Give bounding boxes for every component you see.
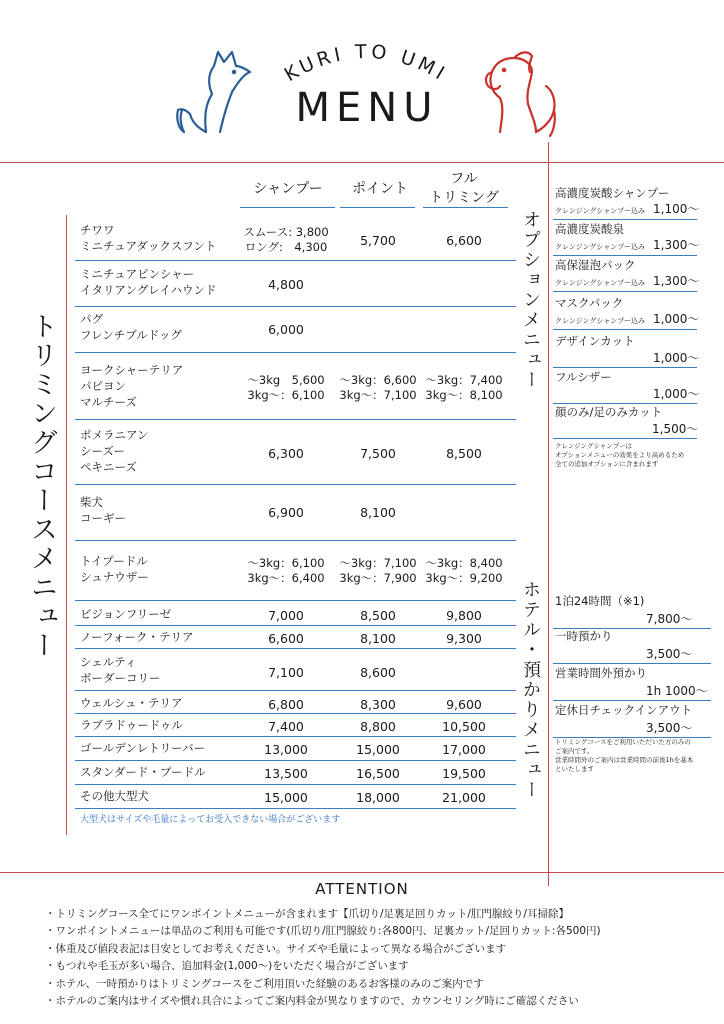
option-prefix: クレンジングシャンプー込み [555,317,645,325]
hotel-item-price: 7,800～ [646,612,693,626]
row-divider [75,540,516,541]
row-divider [75,760,516,761]
price-cell-full: 6,600 [446,232,482,248]
hotel-divider [553,663,711,664]
attention-line: ・ワンポイントメニューは単品のご利用も可能です(爪切り/肛門腺絞り:各800円、足裏カット/足回りカット:各500円) [45,925,601,938]
option-prefix: クレンジングシャンプー込み [555,279,645,287]
option-price: 1,000～ [653,351,700,365]
price-cell-point: ～3kg：6,600 3kg～：7,100 [339,373,417,402]
breed-cell: シェルティ ボーダーコリー [80,655,161,685]
attention-line: ・ホテル、一時預かりはトリミングコースをご利用頂いた経験のあるお客様のみのご案内です [45,977,484,990]
breed-cell: ヨークシャーテリア パピヨン マルチーズ [80,363,184,409]
price-cell-full: 17,000 [442,741,486,757]
hotel-item-name: 一時預かり [555,629,613,643]
price-cell-point: 8,300 [360,696,396,712]
price-cell-point: 8,100 [360,630,396,646]
row-divider [75,352,516,353]
option-price: 1,500～ [652,422,699,436]
row-divider [75,736,516,737]
breed-cell: ノーフォーク・テリア [80,630,194,644]
price-cell-shampoo: 7,400 [268,718,304,734]
blue-dog-illustration [168,44,258,136]
breed-cell: 柴犬 コーギー [80,495,126,525]
attention-line: ・もつれや毛玉が多い場合、追加料金(1,000～)をいただく場合がございます [45,960,409,973]
breed-cell: ラブラドゥードゥル [80,718,183,732]
option-divider [553,255,697,256]
price-cell-point: ～3kg：7,100 3kg～：7,900 [339,556,417,585]
price-cell-shampoo: 6,000 [268,321,304,337]
price-cell-shampoo: 7,100 [268,664,304,680]
hotel-note: トリミングコースをご利用いただいた方のみの ご案内です。 営業時間外のご案内は営業時間の前後1hを基本 といたします [555,738,694,773]
options-title: オプションメニュー [520,210,541,390]
option-prefix: クレンジングシャンプー込み [555,243,645,251]
option-divider [553,329,697,330]
price-cell-full: 8,500 [446,445,482,461]
price-cell-point: 8,800 [360,718,396,734]
price-cell-shampoo: ～3kg：6,100 3kg～：6,400 [247,556,325,585]
row-divider [75,484,516,485]
price-cell-point: 7,500 [360,445,396,461]
row-divider [75,419,516,420]
option-name: デザインカット [555,334,635,348]
breed-cell: ビジョンフリーゼ [80,607,172,621]
hotel-item-name: 1泊24時間（※1) [555,594,645,608]
bottom-rule [0,872,724,873]
price-cell-point: 8,100 [360,504,396,520]
row-divider [75,260,516,261]
attention-line: ・体重及び値段表記は目安としてお考えください。サイズや毛量によって異なる場合がございます [45,942,507,955]
price-cell-shampoo: 13,500 [264,765,308,781]
col-header-point: ポイント [352,181,408,197]
breed-cell: チワワ ミニチュアダックスフント [80,223,217,253]
price-cell-shampoo: 15,000 [264,789,308,805]
top-rule-left [0,162,550,163]
option-divider [553,438,697,439]
price-cell-shampoo: スムース: 3,800 ロング: 4,300 [243,225,329,254]
option-divider [553,367,697,368]
option-name: 高濃度炭酸泉 [555,222,624,236]
header-underline-full [423,207,508,208]
trimming-side-rule [66,215,67,835]
price-cell-point: 8,500 [360,607,396,623]
option-name: 高濃度炭酸シャンプー [555,186,670,200]
options-note: クレンジングシャンプーは オプションメニューの効果をより高めるため 全ての追加オプションに含まれます [555,442,685,468]
menu-title: MENU [295,85,439,131]
row-divider [75,808,516,809]
price-cell-shampoo: 6,800 [268,696,304,712]
option-name: マスクパック [555,296,624,310]
price-cell-full: 21,000 [442,789,486,805]
breed-cell: ウェルシュ・テリア [80,696,183,710]
breed-cell: ゴールデンレトリーバー [80,741,206,755]
option-price: 1,100～ [653,202,700,216]
hotel-item-price: 1h 1000～ [646,684,708,698]
price-cell-shampoo: 13,000 [264,741,308,757]
price-cell-shampoo: 4,800 [268,276,304,292]
price-cell-point: 18,000 [356,789,400,805]
hotel-title: ホテル・預かりメニュー [520,580,541,800]
hotel-item-name: 営業時間外預かり [555,666,647,680]
price-cell-shampoo: 6,300 [268,445,304,461]
divider-vertical [548,142,549,886]
option-price: 1,000～ [653,312,700,326]
attention-line: ・ホテルのご案内はサイズや慣れ具合によってご案内料金が異なりますので、カウンセリング時にご確認ください [45,995,579,1007]
breed-cell: ミニチュアピンシャー イタリアングレイハウンド [80,267,217,297]
header-underline-shampoo [240,207,335,208]
hotel-item-price: 3,500～ [646,647,693,661]
price-cell-full: ～3kg：7,400 3kg～：8,100 [425,373,503,402]
red-dog-illustration [470,40,565,138]
option-price: 1,300～ [653,274,700,288]
trimming-title: トリミングコースメニュー [26,312,57,660]
option-divider [553,219,697,220]
price-cell-point: 15,000 [356,741,400,757]
hotel-divider [553,700,711,701]
price-cell-full: 9,600 [446,696,482,712]
trimming-footnote: 大型犬はサイズや毛量によってお受入できない場合がございます [80,815,341,825]
hotel-item-price: 3,500～ [646,721,693,735]
price-cell-shampoo: 6,600 [268,630,304,646]
row-divider [75,713,516,714]
price-cell-point: 8,600 [360,664,396,680]
option-price: 1,300～ [653,238,700,252]
row-divider [75,690,516,691]
option-name: 高保湿泡パック [555,258,636,272]
row-divider [75,784,516,785]
hotel-item-name: 定休日チェックインアウト [555,703,693,717]
price-cell-shampoo: ～3kg 5,600 3kg～：6,100 [247,373,325,402]
attention-line: ・トリミングコース全てにワンポイントメニューが含まれます【爪切り/足裏足回りカット/肛門腺絞り/耳掃除】 [45,908,569,920]
breed-cell: その他大型犬 [80,789,149,803]
col-header-shampoo: シャンプー [253,181,323,197]
row-divider [75,648,516,649]
price-cell-full: 10,500 [442,718,486,734]
option-divider [553,291,697,292]
col-header-full: フル トリミング [429,171,499,206]
price-cell-full: 9,300 [446,630,482,646]
price-cell-shampoo: 6,900 [268,504,304,520]
brand-name: KURI TO UMI [280,40,452,87]
option-prefix: クレンジングシャンプー込み [555,207,645,215]
header-underline-point [340,207,415,208]
row-divider [75,306,516,307]
price-cell-point: 5,700 [360,232,396,248]
price-cell-full: 19,500 [442,765,486,781]
price-cell-shampoo: 7,000 [268,607,304,623]
option-name: 顔のみ/足のみカット [555,405,663,419]
price-cell-point: 16,500 [356,765,400,781]
option-price: 1,000～ [653,387,700,401]
price-cell-full: 9,800 [446,607,482,623]
breed-cell: パグ フレンチブルドッグ [80,312,182,342]
option-name: フルシザー [555,370,612,384]
price-cell-full: ～3kg：8,400 3kg～：9,200 [425,556,503,585]
breed-cell: トイプードル シュナウザー [80,554,149,584]
row-divider [75,600,516,601]
attention-title: ATTENTION [315,880,409,898]
top-rule-right [550,162,724,163]
row-divider [75,625,516,626]
breed-cell: ポメラニアン シーズー ペキニーズ [80,428,149,474]
breed-cell: スタンダード・プードル [80,765,206,779]
option-divider [553,403,697,404]
